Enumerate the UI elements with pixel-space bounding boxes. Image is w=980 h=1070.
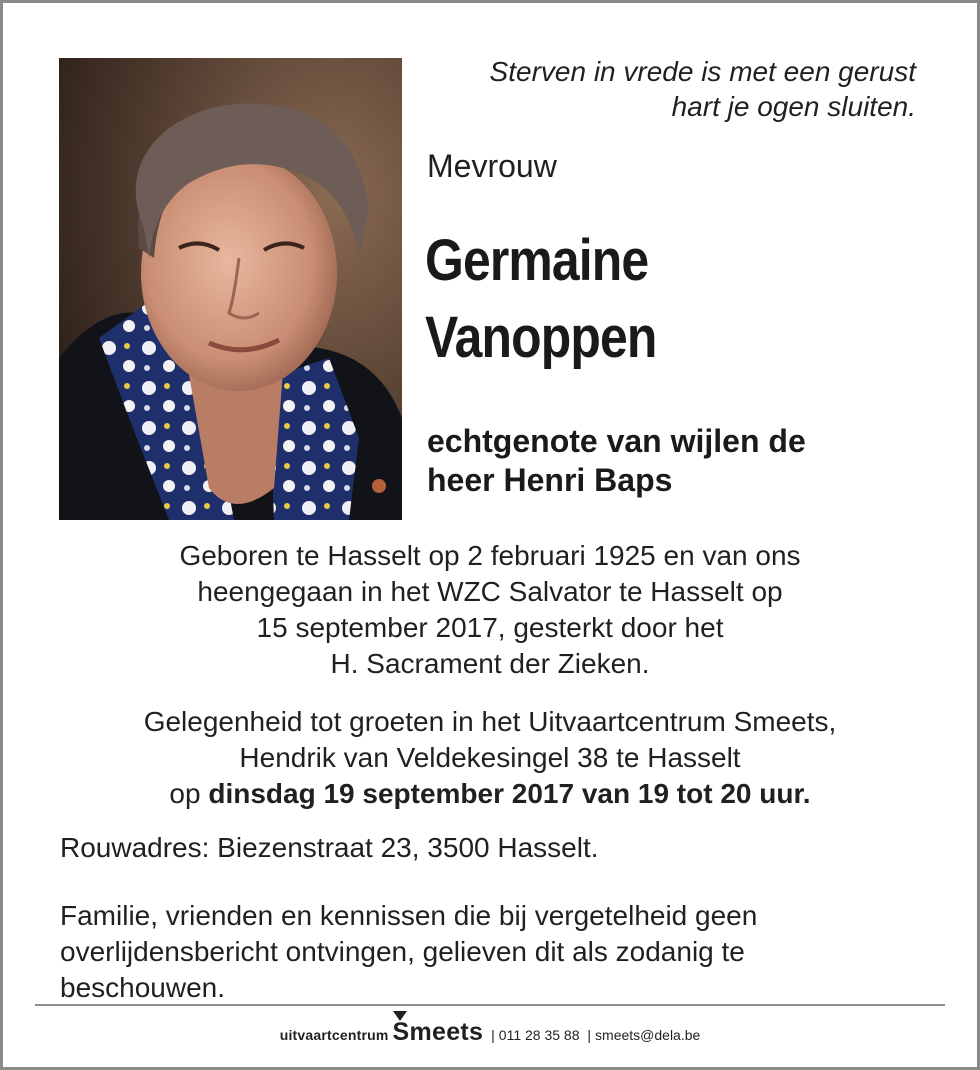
paragraph-line: Familie, vrienden en kennissen die bij vergetelheid geen <box>60 900 758 931</box>
paragraph-line: H. Sacrament der Zieken. <box>330 648 650 679</box>
mourning-address: Rouwadres: Biezenstraat 23, 3500 Hasselt. <box>60 832 599 863</box>
paragraph-line: heengegaan in het WZC Salvator te Hasselt op <box>197 576 783 607</box>
salutation: Mevrouw <box>427 148 557 184</box>
motto-line: hart je ogen sluiten. <box>671 91 916 122</box>
notice-paragraph <box>60 898 860 1006</box>
visitation-date: dinsdag 19 september 2017 van 19 tot 20 uur. <box>208 778 811 809</box>
portrait-illustration <box>59 58 402 520</box>
paragraph-line <box>0 776 980 812</box>
footer <box>0 1018 980 1047</box>
paragraph-line: Hendrik van Veldekesingel 38 te Hasselt <box>239 742 741 773</box>
portrait-photo <box>59 58 402 520</box>
deceased-name <box>425 222 656 376</box>
brand-small: uitvaartcentrum <box>279 1027 389 1043</box>
phone-number: 011 28 35 88 <box>498 1027 580 1043</box>
visitation-paragraph <box>0 704 980 812</box>
last-name: Vanoppen <box>425 305 657 370</box>
first-name: Germaine <box>425 228 649 293</box>
spouse-line: echtgenote van wijlen de <box>427 423 806 459</box>
paragraph-line: 15 september 2017, gesterkt door het <box>256 612 724 643</box>
paragraph-line: beschouwen. <box>60 972 226 1003</box>
motto-quote <box>396 54 916 124</box>
footer-divider <box>35 1004 945 1006</box>
email-address: smeets@dela.be <box>595 1027 701 1043</box>
motto-line: Sterven in vrede is met een gerust <box>489 56 916 87</box>
paragraph-line: Geboren te Hasselt op 2 februari 1925 en van ons <box>179 540 801 571</box>
separator: | <box>491 1027 495 1043</box>
separator: | <box>587 1027 592 1043</box>
spouse-line: heer Henri Baps <box>427 462 673 498</box>
paragraph-line: overlijdensbericht ontvingen, gelieven dit als zodanig te <box>60 936 745 967</box>
spouse-info <box>427 422 806 500</box>
brand-logo: Smeets <box>392 1018 484 1046</box>
birth-death-paragraph <box>0 538 980 682</box>
visitation-prefix: op <box>169 778 201 809</box>
paragraph-line: Gelegenheid tot groeten in het Uitvaartcentrum Smeets, <box>143 706 837 737</box>
